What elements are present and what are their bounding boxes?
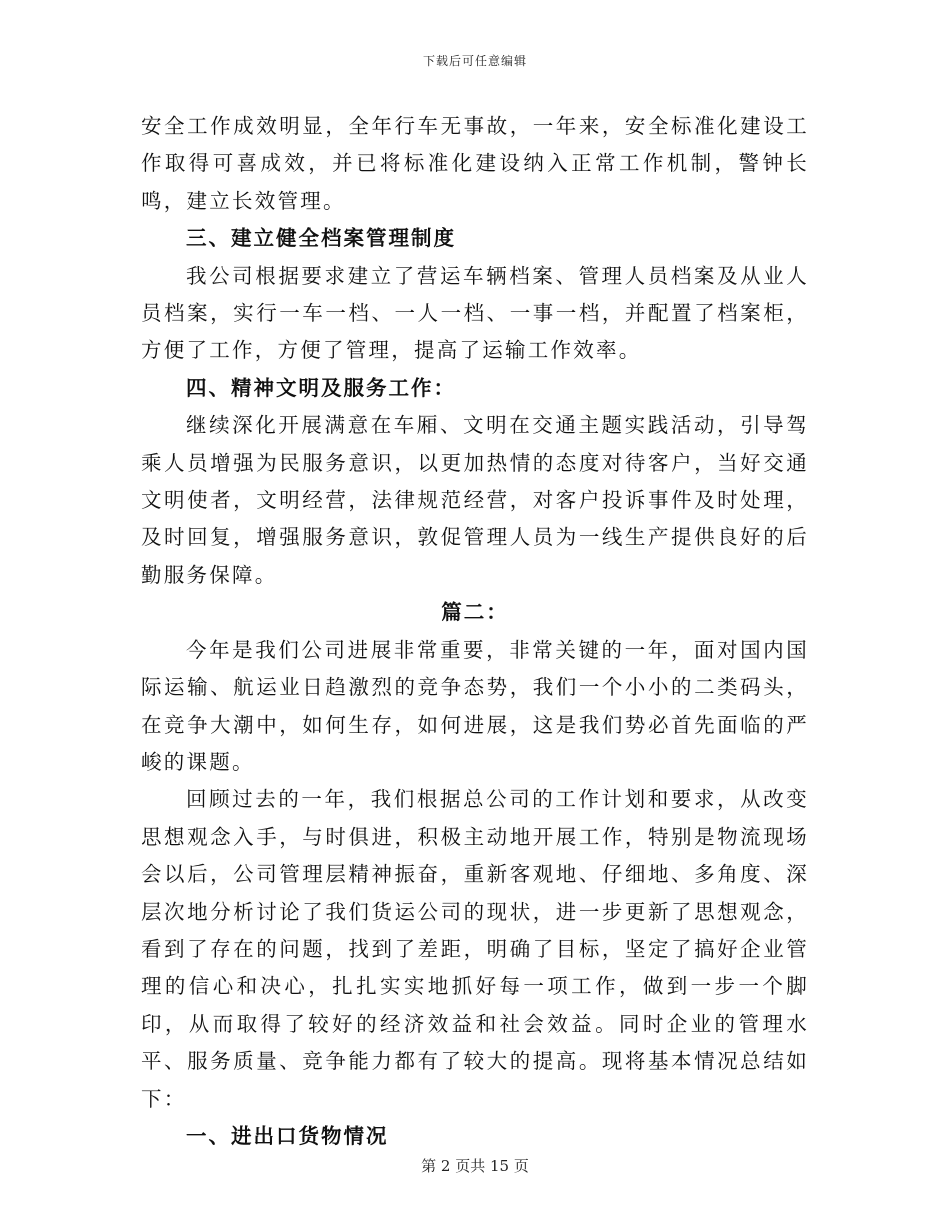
paragraph-archives: 我公司根据要求建立了营运车辆档案、管理人员档案及从业人员档案，实行一车一档、一人一档、一事一档，并配置了档案柜，方便了工作，方便了管理，提高了运输工作效率。 — [141, 263, 809, 363]
section-title-part-two: 篇二： — [441, 600, 509, 625]
heading-archive-management: 三、建立健全档案管理制度 — [186, 226, 456, 251]
document-body — [141, 108, 809, 1155]
paragraph-this-year: 今年是我们公司进展非常重要，非常关键的一年，面对国内国际运输、航运业日趋激烈的竞争态势，我们一个小小的二类码头，在竞争大潮中，如何生存，如何进展，这是我们势必首先面临的严峻的课题。 — [141, 637, 809, 774]
page-footer: 第 2 页共 15 页 — [421, 1157, 529, 1175]
heading-import-export: 一、进出口货物情况 — [186, 1123, 389, 1148]
page-header: 下载后可任意编辑 — [422, 54, 527, 68]
heading-civilization-service: 四、精神文明及服务工作： — [186, 375, 456, 400]
paragraph-service: 继续深化开展满意在车厢、文明在交通主题实践活动，引导驾乘人员增强为民服务意识，以更加热情的态度对待客户，当好交通文明使者，文明经营，法律规范经营，对客户投诉事件及时处理，及时回复，增强服务意识，敦促管理人员为一线生产提供良好的后勤服务保障。 — [141, 413, 809, 587]
paragraph-review: 回顾过去的一年，我们根据总公司的工作计划和要求，从改变思想观念入手，与时俱进，积极主动地开展工作，特别是物流现场会以后，公司管理层精神振奋，重新客观地、仔细地、多角度、深层次地分析讨论了我们货运公司的现状，进一步更新了思想观念，看到了存在的问题，找到了差距，明确了目标，坚定了搞好企业管理的信心和决心，扎扎实实地抓好每一项工作，做到一步一个脚印，从而取得了较好的经济效益和社会效益。同时企业的管理水平、服务质量、竞争能力都有了较大的提高。现将基本情况总结如下： — [141, 787, 809, 1111]
paragraph-safety: 安全工作成效明显，全年行车无事故，一年来，安全标准化建设工作取得可喜成效，并已将标准化建设纳入正常工作机制，警钟长鸣，建立长效管理。 — [141, 114, 809, 213]
